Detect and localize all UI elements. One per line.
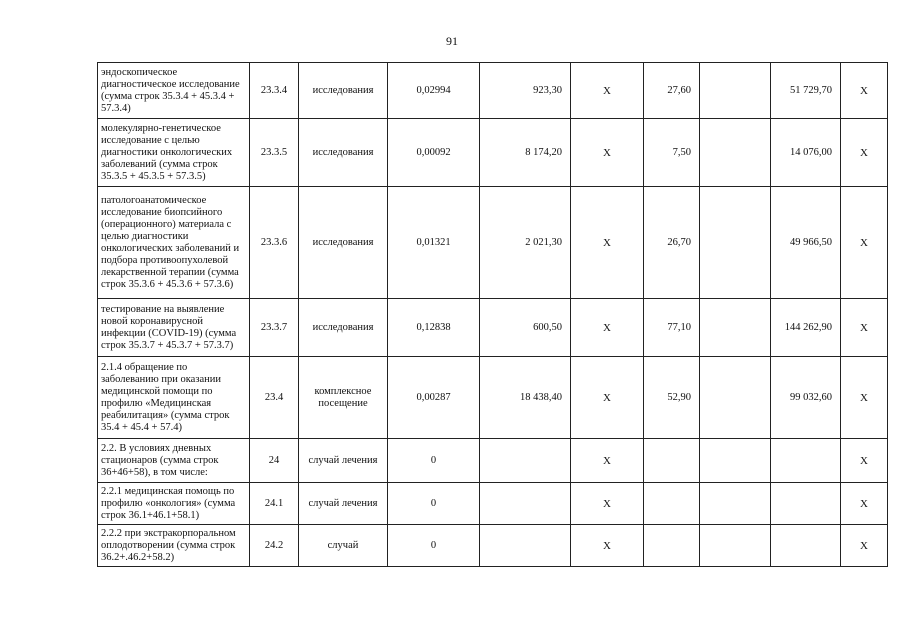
table-row bbox=[98, 357, 888, 439]
row-cost bbox=[480, 483, 571, 525]
row-name: 2.2.2 при экстракорпоральном оплодотворении (сумма строк 36.2+.46.2+58.2) bbox=[98, 525, 250, 567]
row-norm: 0 bbox=[388, 439, 480, 483]
row-unit: исследования bbox=[299, 187, 388, 299]
row-unit: случай лечения bbox=[299, 439, 388, 483]
row-norm: 0,01321 bbox=[388, 187, 480, 299]
row-code: 23.4 bbox=[250, 357, 299, 439]
row-col6: Х bbox=[571, 483, 644, 525]
row-cost: 2 021,30 bbox=[480, 187, 571, 299]
row-col7 bbox=[644, 525, 700, 567]
page-number: 91 bbox=[446, 34, 458, 48]
row-col9: 99 032,60 bbox=[771, 357, 841, 439]
row-norm: 0 bbox=[388, 483, 480, 525]
row-col8 bbox=[700, 483, 771, 525]
row-cost: 600,50 bbox=[480, 299, 571, 357]
data-table bbox=[97, 62, 888, 567]
row-col6: Х bbox=[571, 439, 644, 483]
row-col7: 27,60 bbox=[644, 63, 700, 119]
row-unit: исследования bbox=[299, 299, 388, 357]
row-unit: случай bbox=[299, 525, 388, 567]
row-unit: комплексное посещение bbox=[299, 357, 388, 439]
row-col7: 77,10 bbox=[644, 299, 700, 357]
row-col7 bbox=[644, 483, 700, 525]
row-name: 2.1.4 обращение по заболеванию при оказании медицинской помощи по профилю «Медицинская реабилитация» (сумма строк 35.4 + 45.4 + 57.4) bbox=[98, 357, 250, 439]
row-norm: 0,12838 bbox=[388, 299, 480, 357]
row-cost: 923,30 bbox=[480, 63, 571, 119]
row-code: 24.2 bbox=[250, 525, 299, 567]
row-col9: 49 966,50 bbox=[771, 187, 841, 299]
row-col7 bbox=[644, 439, 700, 483]
row-col10: Х bbox=[841, 119, 888, 187]
table-row bbox=[98, 525, 888, 567]
row-norm: 0 bbox=[388, 525, 480, 567]
row-name: тестирование на выявление новой коронавирусной инфекции (COVID-19) (сумма строк 35.3.7 + 45.3.7 + 57.3.7) bbox=[98, 299, 250, 357]
table-row bbox=[98, 483, 888, 525]
row-col9 bbox=[771, 439, 841, 483]
table-row bbox=[98, 187, 888, 299]
row-unit: исследования bbox=[299, 63, 388, 119]
row-cost: 18 438,40 bbox=[480, 357, 571, 439]
row-col8 bbox=[700, 525, 771, 567]
table-row bbox=[98, 299, 888, 357]
row-col7: 52,90 bbox=[644, 357, 700, 439]
row-col6: Х bbox=[571, 357, 644, 439]
row-norm: 0,02994 bbox=[388, 63, 480, 119]
row-code: 23.3.7 bbox=[250, 299, 299, 357]
row-unit: случай лечения bbox=[299, 483, 388, 525]
row-cost bbox=[480, 439, 571, 483]
row-code: 24.1 bbox=[250, 483, 299, 525]
row-col8 bbox=[700, 357, 771, 439]
row-norm: 0,00287 bbox=[388, 357, 480, 439]
row-col8 bbox=[700, 187, 771, 299]
row-col10: Х bbox=[841, 483, 888, 525]
row-col7: 7,50 bbox=[644, 119, 700, 187]
table-row bbox=[98, 439, 888, 483]
row-col9 bbox=[771, 483, 841, 525]
row-code: 23.3.4 bbox=[250, 63, 299, 119]
row-col10: Х bbox=[841, 525, 888, 567]
row-col8 bbox=[700, 299, 771, 357]
row-col7: 26,70 bbox=[644, 187, 700, 299]
row-col10: Х bbox=[841, 357, 888, 439]
table-row bbox=[98, 119, 888, 187]
row-col6: Х bbox=[571, 299, 644, 357]
row-norm: 0,00092 bbox=[388, 119, 480, 187]
row-name: патологоанатомическое исследование биопсийного (операционного) материала с целью диагностики онкологических заболеваний и подбора противоопухолевой лекарственной терапии (сумма строк 35.3.6 + 45.3.6 + 57.3.6) bbox=[98, 187, 250, 299]
row-col10: Х bbox=[841, 299, 888, 357]
row-col8 bbox=[700, 439, 771, 483]
row-col6: Х bbox=[571, 119, 644, 187]
row-col9: 51 729,70 bbox=[771, 63, 841, 119]
row-name: 2.2.1 медицинская помощь по профилю «онкология» (сумма строк 36.1+46.1+58.1) bbox=[98, 483, 250, 525]
row-col10: Х bbox=[841, 187, 888, 299]
row-col9: 144 262,90 bbox=[771, 299, 841, 357]
row-code: 23.3.6 bbox=[250, 187, 299, 299]
row-code: 23.3.5 bbox=[250, 119, 299, 187]
row-unit: исследования bbox=[299, 119, 388, 187]
row-col6: Х bbox=[571, 63, 644, 119]
row-name: молекулярно-генетическое исследование с целью диагностики онкологических заболеваний (сумма строк 35.3.5 + 45.3.5 + 57.3.5) bbox=[98, 119, 250, 187]
row-col9: 14 076,00 bbox=[771, 119, 841, 187]
row-col9 bbox=[771, 525, 841, 567]
table-row bbox=[98, 63, 888, 119]
row-name: 2.2. В условиях дневных стационаров (сумма строк 36+46+58), в том числе: bbox=[98, 439, 250, 483]
row-name: эндоскопическое диагностическое исследование (сумма строк 35.3.4 + 45.3.4 + 57.3.4) bbox=[98, 63, 250, 119]
row-col6: Х bbox=[571, 187, 644, 299]
row-cost: 8 174,20 bbox=[480, 119, 571, 187]
row-code: 24 bbox=[250, 439, 299, 483]
row-col8 bbox=[700, 119, 771, 187]
row-col10: Х bbox=[841, 439, 888, 483]
row-col8 bbox=[700, 63, 771, 119]
row-col6: Х bbox=[571, 525, 644, 567]
row-cost bbox=[480, 525, 571, 567]
row-col10: Х bbox=[841, 63, 888, 119]
